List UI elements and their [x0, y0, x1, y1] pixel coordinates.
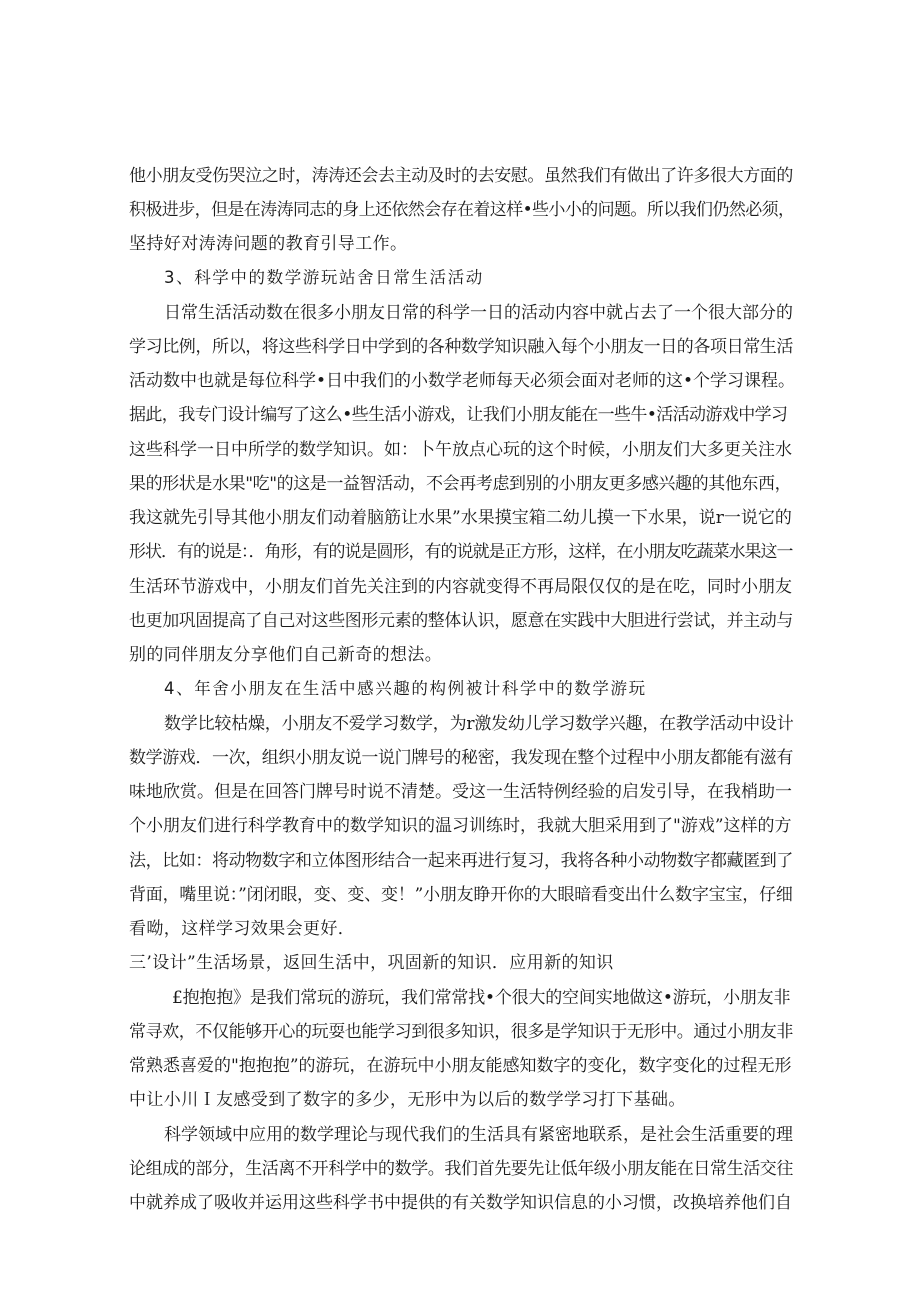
text-line: 法，比如：将动物数字和立体图形结合一起来再进行复习，我将各种小动物数字都藏匿到了	[129, 851, 793, 871]
text-line: 学习比例，所以，将这些科学日中学到的各种数学知识融入每个小朋友一日的各项日常生活	[129, 337, 793, 357]
text-line: 数学比较枯燥，小朋友不爱学习数学，为r激发幼儿学习数学兴趣，在教学活动中设计	[164, 714, 794, 734]
text-line: 他小朋友受伤哭泣之时，涛涛还会去主动及时的去安慰。虽然我们有做出了许多很大方面的	[129, 166, 793, 186]
text-line: 我这就先引导其他小朋友们动着脑筋让水果”水果摸宝箱二幼儿摸一下水果，说r一说它的	[129, 508, 792, 528]
text-line: 果的形状是水果"吃"的这是一益智活动，不会再考虑到别的小朋友更多感兴趣的其他东西，	[129, 474, 792, 494]
text-line: £抱抱抱》是我们常玩的游玩，我们常常找•个很大的空间实地做这•游玩，小朋友非	[172, 988, 791, 1008]
text-line: 中就养成了吸收并运用这些科学书中提供的有关数学知识信息的小习惯，改换培养他们自	[129, 1193, 792, 1213]
text-line: 这些科学一日中所学的数学知识。如：卜午放点心玩的这个时候，小朋友们大多更关注水	[129, 440, 792, 460]
text-line: 中让小川Ｉ友感受到了数字的多少，无形中为以后的数学学习打下基础。	[129, 1090, 686, 1110]
text-line: 积极进步，但是在涛涛同志的身上还依然会存在着这样•些小小的问题。所以我们仍然必须，	[129, 200, 795, 220]
text-line: 坚持好对涛涛问题的教育引导工作。	[129, 234, 408, 254]
text-line: 背面，嘴里说：”闭闭眼，变、变、变！”小朋友睁开你的大眼暗看变出什么数字宝宝，仔细	[129, 885, 793, 905]
text-line: 常寻欢，不仅能够开心的玩耍也能学习到很多知识，很多是学知识于无形中。通过小朋友非	[129, 1022, 793, 1042]
section-heading-3: 3、科学中的数学游玩站舍日常生活活动	[164, 268, 484, 287]
text-line: 科学领域中应用的数学理论与现代我们的生活具有紧密地联系，是社会生活重要的理	[164, 1125, 793, 1145]
text-line: 形状．有的说是：．角形，有的说是圆形，有的说就是正方形，这样，在小朋友吃蔬菜水果这一	[129, 542, 793, 562]
text-line: 活动数中也就是每位科学•日中我们的小数学老师每天必须会面对老师的这•个学习课程。	[129, 371, 796, 391]
text-line: 味地欣赏。但是在回答门牌号时说不清楚。受这一生活特例经验的启发引导，在我梢助一	[129, 782, 792, 802]
text-line: 常熟悉喜爱的"抱抱抱”的游玩，在游玩中小朋友能感知数字的变化，数字变化的过程无形	[129, 1056, 792, 1076]
section-heading-4: 4、年舍小朋友在生活中感兴趣的构例被计科学中的数学游玩	[164, 679, 647, 698]
text-line: 论组成的部分，生活离不开科学中的数学。我们首先要先让低年级小朋友能在日常生活交往	[129, 1159, 793, 1179]
text-line: 日常生活活动数在很多小朋友日常的科学一日的活动内容中就占去了一个很大部分的	[164, 303, 793, 323]
text-line: 数学游戏．一次，组织小朋友说一说门牌号的秘密，我发现在整个过程中小朋友都能有滋有	[129, 748, 793, 768]
section-heading-three: 三’设计”生活场景，返回生活中，巩固新的知识．应用新的知识	[129, 953, 614, 973]
text-line: 也更加巩固提高了自己对这些图形元素的整体认识，愿意在实践中大胆进行尝试，并主动与	[129, 611, 793, 631]
text-line: 据此，我专门设计编写了这么•些生活小游戏，让我们小朋友能在一些牛•活活动游戏中学习	[129, 405, 788, 425]
text-line: 看呦，这样学习效果会更好．	[129, 919, 356, 939]
text-line: 生活环节游戏中，小朋友们首先关注到的内容就变得不再局限仅仅的是在吃，同时小朋友	[129, 577, 792, 597]
text-line: 别的同伴朋友分享他们自己新奇的想法。	[129, 645, 443, 665]
text-line: 个小朋友们进行科学教育中的数学知识的温习训练时，我就大胆采用到了"游戏”这样的方	[129, 816, 792, 836]
